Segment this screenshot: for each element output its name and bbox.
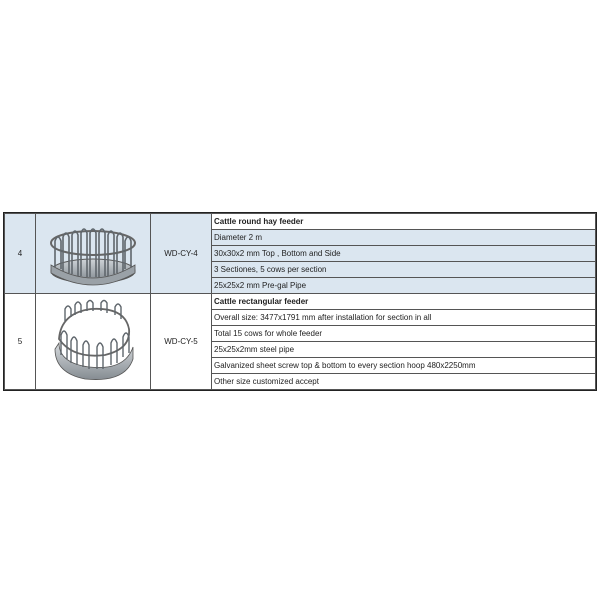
- spec-line: 30x30x2 mm Top , Bottom and Side: [212, 246, 596, 262]
- spec-line: Other size customized accept: [212, 374, 596, 390]
- product-title: Cattle round hay feeder: [212, 214, 596, 230]
- spec-line: Diameter 2 m: [212, 230, 596, 246]
- model-number: WD-CY-5: [151, 294, 212, 390]
- spec-line: 3 Sectiones, 5 cows per section: [212, 262, 596, 278]
- product-spec-table: [4, 213, 596, 390]
- spec-line: 25x25x2mm steel pipe: [212, 342, 596, 358]
- spec-line: 25x25x2 mm Pre-gal Pipe: [212, 278, 596, 294]
- item-number: 4: [5, 214, 36, 294]
- product-spec-sheet: [3, 212, 597, 391]
- spec-line: Galvanized sheet screw top & bottom to every section hoop 480x2250mm: [212, 358, 596, 374]
- table-row: [5, 214, 596, 230]
- table-row: [5, 294, 596, 310]
- rectangular-feeder-image: [36, 294, 151, 390]
- round-hay-feeder-icon: [47, 221, 139, 287]
- rectangular-feeder-icon: [45, 299, 141, 385]
- product-title: Cattle rectangular feeder: [212, 294, 596, 310]
- item-number: 5: [5, 294, 36, 390]
- spec-line: Overall size: 3477x1791 mm after installation for section in all: [212, 310, 596, 326]
- model-number: WD-CY-4: [151, 214, 212, 294]
- round-hay-feeder-image: [36, 214, 151, 294]
- spec-line: Total 15 cows for whole feeder: [212, 326, 596, 342]
